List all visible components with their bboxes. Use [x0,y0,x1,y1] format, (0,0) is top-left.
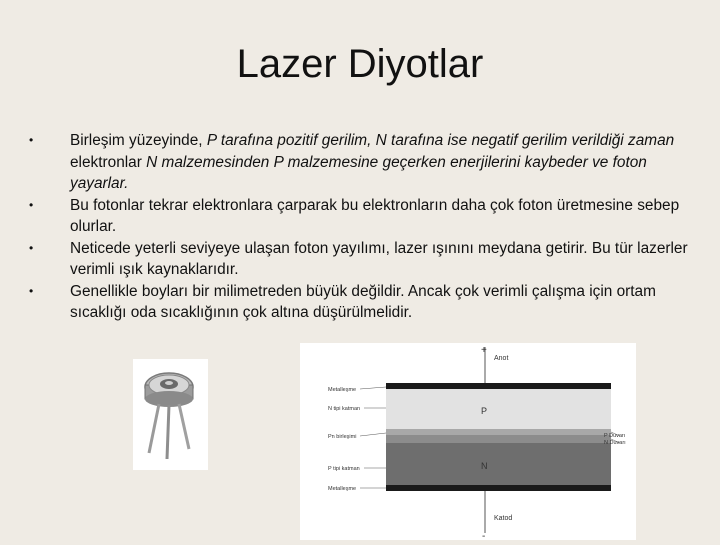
katod-label: Katod [494,515,513,522]
p-region [386,389,611,429]
bullet-text: Birleşim yüzeyinde, [70,132,207,149]
label-p-type: P tipi katman [328,466,360,472]
metal-bottom-layer [386,485,611,491]
bullet-text: Bu fotonlar tekrar elektronlara çarparak bu elektronların daha çok foton üretmesine sebep olurlar. [70,196,680,235]
bullet-item [29,281,695,324]
bullet-dot: • [29,240,34,255]
label-n-type: N tipi katman [328,406,361,412]
n-region-label: N [481,461,488,471]
p-region-label: P [481,406,488,416]
bullet-dot: • [29,133,34,147]
bullet-text-italic: P tarafına pozitif gerilim, N tarafına ise negatif gerilim verildiği zaman [206,132,675,149]
metal-top-layer [386,383,611,389]
n-wall-layer [386,435,611,443]
laser-diode-structure-diagram [300,343,636,540]
label-n-wall: N Duvarı [604,440,626,446]
bullet-text: elektronlar [70,153,147,171]
minus-sign: - [482,531,486,540]
slide-title: Lazer Diyotlar [236,42,484,86]
label-p-wall: P Duvarı [604,433,626,439]
bullet-dot: • [29,197,34,212]
bullet-item [29,195,695,238]
pn-junction-layer [386,429,611,435]
bullet-dot: • [29,283,34,298]
anot-label: Anot [494,355,509,362]
bullet-item [29,238,695,281]
label-metal-top: Metalleşme [328,387,357,393]
label-pn-junction: Pn birleşimi [328,434,357,440]
laser-diode-photo [133,359,208,470]
bullet-text: Genellikle boyları bir milimetreden büyük değildir. Ancak çok verimli çalışma için ortam sıcaklığı oda sıcaklığının çok altına düşürülmelidir. [70,282,656,321]
bullet-list [29,130,695,324]
bullet-text: Neticede yeterli seviyeye ulaşan foton yayılımı, lazer ışınını meydana getirir. Bu tür lazerler verimli ışık kaynaklarıdır. [70,239,688,278]
n-region [386,443,611,485]
bullet-item [29,130,695,195]
bullet-text-italic: N malzemesinden P malzemesine geçerken enerjilerini kaybeder ve foton yayarlar. [70,153,647,192]
plus-sign: + [481,345,487,356]
label-metal-bottom: Metalleşme [328,486,357,492]
